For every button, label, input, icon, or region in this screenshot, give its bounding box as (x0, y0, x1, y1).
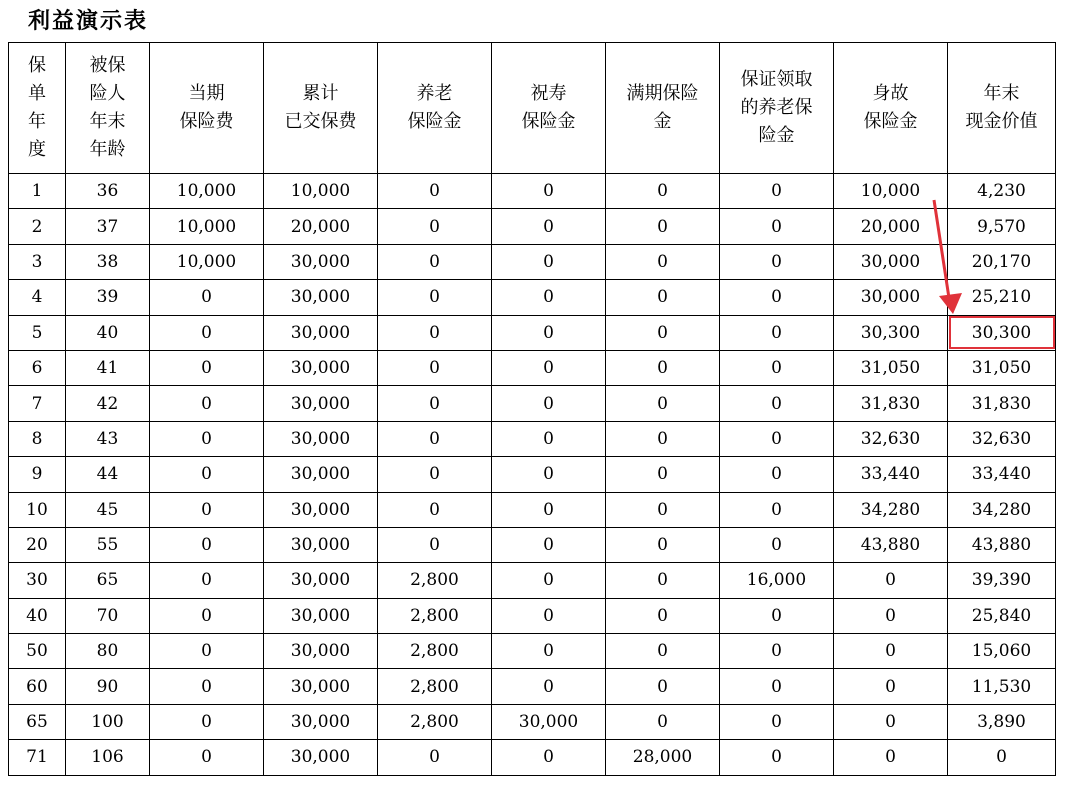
table-cell: 0 (606, 563, 720, 598)
table-cell: 37 (66, 209, 150, 244)
table-cell: 71 (9, 740, 66, 775)
table-cell: 34,280 (948, 492, 1056, 527)
table-cell: 0 (720, 280, 834, 315)
table-cell: 0 (606, 457, 720, 492)
table-cell: 20 (9, 527, 66, 562)
table-cell: 20,000 (834, 209, 948, 244)
table-cell: 0 (150, 492, 264, 527)
table-cell: 60 (9, 669, 66, 704)
table-cell: 0 (606, 244, 720, 279)
table-cell: 10,000 (150, 209, 264, 244)
table-cell: 32,630 (834, 421, 948, 456)
table-cell: 0 (492, 634, 606, 669)
table-cell: 32,630 (948, 421, 1056, 456)
table-cell: 0 (492, 244, 606, 279)
table-cell: 10,000 (834, 174, 948, 209)
table-cell: 0 (720, 209, 834, 244)
table-cell: 30,000 (264, 386, 378, 421)
page-title: 利益演示表 (28, 9, 149, 34)
table-cell: 30,000 (264, 704, 378, 739)
table-cell: 28,000 (606, 740, 720, 775)
table-cell: 80 (66, 634, 150, 669)
table-cell: 0 (378, 457, 492, 492)
table-cell: 16,000 (720, 563, 834, 598)
table-row (9, 669, 1056, 704)
column-header: 被保 险人 年末 年龄 (66, 43, 150, 174)
table-cell: 0 (150, 280, 264, 315)
table-cell: 44 (66, 457, 150, 492)
table-cell: 31,830 (948, 386, 1056, 421)
table-cell: 8 (9, 421, 66, 456)
table-cell: 15,060 (948, 634, 1056, 669)
table-row (9, 563, 1056, 598)
table-cell: 0 (492, 527, 606, 562)
table-cell: 0 (834, 704, 948, 739)
table-cell: 10,000 (150, 244, 264, 279)
table-cell: 0 (492, 598, 606, 633)
table-cell: 31,050 (834, 350, 948, 385)
table-cell: 0 (378, 740, 492, 775)
column-header: 累计 已交保费 (264, 43, 378, 174)
table-cell: 0 (720, 315, 834, 350)
table-cell: 0 (834, 563, 948, 598)
table-row (9, 174, 1056, 209)
table-cell: 25,210 (948, 280, 1056, 315)
table-cell: 30,300 (834, 315, 948, 350)
table-cell: 33,440 (834, 457, 948, 492)
table-cell: 0 (378, 492, 492, 527)
table-cell: 0 (492, 669, 606, 704)
table-cell: 31,830 (834, 386, 948, 421)
table-cell: 4,230 (948, 174, 1056, 209)
table-cell: 0 (834, 598, 948, 633)
table-row (9, 634, 1056, 669)
table-cell: 30,000 (264, 740, 378, 775)
table-cell: 0 (378, 527, 492, 562)
table-cell: 0 (720, 527, 834, 562)
table-cell: 2,800 (378, 634, 492, 669)
column-header: 当期 保险费 (150, 43, 264, 174)
table-row (9, 457, 1056, 492)
table-cell: 4 (9, 280, 66, 315)
table-row (9, 527, 1056, 562)
table-cell: 0 (606, 209, 720, 244)
table-cell: 0 (606, 704, 720, 739)
table-row (9, 598, 1056, 633)
table-cell: 0 (606, 527, 720, 562)
table-cell: 0 (150, 527, 264, 562)
table-cell: 2,800 (378, 563, 492, 598)
table-cell: 0 (378, 386, 492, 421)
table-cell: 0 (492, 209, 606, 244)
table-cell: 0 (720, 740, 834, 775)
table-cell: 0 (492, 492, 606, 527)
table-cell: 0 (378, 209, 492, 244)
column-header: 满期保险 金 (606, 43, 720, 174)
table-cell: 55 (66, 527, 150, 562)
table-cell: 0 (606, 315, 720, 350)
table-cell: 41 (66, 350, 150, 385)
table-cell: 0 (378, 174, 492, 209)
table-cell: 0 (150, 740, 264, 775)
table-cell: 0 (150, 704, 264, 739)
table-cell: 1 (9, 174, 66, 209)
table-cell: 0 (606, 350, 720, 385)
table-cell: 65 (66, 563, 150, 598)
table-cell: 43 (66, 421, 150, 456)
table-cell: 2,800 (378, 669, 492, 704)
table-cell: 0 (492, 174, 606, 209)
table-cell: 30,000 (264, 421, 378, 456)
table-cell: 0 (378, 350, 492, 385)
table-cell: 10 (9, 492, 66, 527)
table-cell: 0 (150, 350, 264, 385)
table-row (9, 386, 1056, 421)
table-cell: 38 (66, 244, 150, 279)
table-cell: 30,000 (264, 598, 378, 633)
table-cell: 0 (378, 280, 492, 315)
table-cell: 42 (66, 386, 150, 421)
table-row (9, 740, 1056, 775)
table-cell: 0 (606, 280, 720, 315)
table-cell: 0 (720, 244, 834, 279)
table-cell: 0 (150, 386, 264, 421)
table-cell: 0 (378, 421, 492, 456)
table-row (9, 209, 1056, 244)
table-cell: 25,840 (948, 598, 1056, 633)
table-cell: 0 (834, 740, 948, 775)
table-cell: 90 (66, 669, 150, 704)
table-row (9, 421, 1056, 456)
table-cell: 30,000 (264, 350, 378, 385)
table-row (9, 244, 1056, 279)
table-cell: 30,000 (264, 669, 378, 704)
table-cell: 0 (606, 174, 720, 209)
table-cell: 65 (9, 704, 66, 739)
table-cell: 0 (606, 492, 720, 527)
table-cell: 30,000 (834, 244, 948, 279)
table-cell: 30,000 (264, 634, 378, 669)
table-cell: 0 (606, 634, 720, 669)
table-cell: 0 (492, 421, 606, 456)
table-cell: 0 (150, 598, 264, 633)
table-cell: 30,000 (264, 563, 378, 598)
table-cell: 6 (9, 350, 66, 385)
table-cell: 0 (492, 740, 606, 775)
table-cell: 33,440 (948, 457, 1056, 492)
table-row (9, 704, 1056, 739)
table-cell: 30,000 (834, 280, 948, 315)
table-cell: 0 (492, 563, 606, 598)
table-cell: 10,000 (264, 174, 378, 209)
column-header: 身故 保险金 (834, 43, 948, 174)
table-cell: 0 (606, 386, 720, 421)
table-cell: 100 (66, 704, 150, 739)
table-cell: 0 (150, 669, 264, 704)
table-cell: 45 (66, 492, 150, 527)
table-cell: 0 (150, 315, 264, 350)
table-cell: 0 (720, 350, 834, 385)
table-cell: 43,880 (834, 527, 948, 562)
table-row (9, 315, 1056, 350)
table-cell: 30,000 (492, 704, 606, 739)
table-cell: 43,880 (948, 527, 1056, 562)
table-cell: 0 (606, 598, 720, 633)
table-cell: 0 (378, 315, 492, 350)
table-cell: 30,000 (264, 315, 378, 350)
table-row (9, 492, 1056, 527)
table-cell: 70 (66, 598, 150, 633)
table-cell: 0 (150, 563, 264, 598)
column-header: 保证领取 的养老保 险金 (720, 43, 834, 174)
table-cell: 0 (720, 492, 834, 527)
table-cell: 9,570 (948, 209, 1056, 244)
table-cell: 10,000 (150, 174, 264, 209)
benefit-table (8, 42, 1056, 776)
table-cell: 7 (9, 386, 66, 421)
table-cell: 0 (150, 421, 264, 456)
table-cell: 30,000 (264, 457, 378, 492)
table-cell: 0 (720, 634, 834, 669)
table-cell: 0 (720, 598, 834, 633)
table-cell: 2 (9, 209, 66, 244)
column-header: 年末 现金价值 (948, 43, 1056, 174)
table-cell: 0 (492, 386, 606, 421)
table-row (9, 280, 1056, 315)
table-cell: 0 (720, 704, 834, 739)
table-cell: 30 (9, 563, 66, 598)
table-header-row (9, 43, 1056, 174)
table-cell: 0 (720, 421, 834, 456)
table-cell: 2,800 (378, 704, 492, 739)
column-header: 养老 保险金 (378, 43, 492, 174)
table-cell: 0 (492, 315, 606, 350)
table-cell: 39 (66, 280, 150, 315)
table-cell: 0 (492, 457, 606, 492)
table-cell: 31,050 (948, 350, 1056, 385)
table-cell: 40 (66, 315, 150, 350)
table-cell: 0 (378, 244, 492, 279)
table-cell: 106 (66, 740, 150, 775)
table-cell: 39,390 (948, 563, 1056, 598)
table-cell: 30,000 (264, 280, 378, 315)
table-cell: 0 (948, 740, 1056, 775)
table-cell: 11,530 (948, 669, 1056, 704)
table-cell: 0 (150, 634, 264, 669)
table-cell: 3,890 (948, 704, 1056, 739)
table-cell: 0 (720, 457, 834, 492)
table-cell: 0 (720, 386, 834, 421)
table-cell: 5 (9, 315, 66, 350)
highlighted-cell: 30,300 (948, 315, 1056, 350)
table-cell: 20,170 (948, 244, 1056, 279)
table-cell: 50 (9, 634, 66, 669)
table-cell: 36 (66, 174, 150, 209)
table-cell: 40 (9, 598, 66, 633)
table-cell: 0 (492, 280, 606, 315)
column-header: 祝寿 保险金 (492, 43, 606, 174)
table-cell: 0 (834, 669, 948, 704)
table-cell: 3 (9, 244, 66, 279)
column-header: 保 单 年 度 (9, 43, 66, 174)
table-cell: 2,800 (378, 598, 492, 633)
table-cell: 0 (720, 174, 834, 209)
table-cell: 9 (9, 457, 66, 492)
table-cell: 30,000 (264, 492, 378, 527)
table-cell: 34,280 (834, 492, 948, 527)
table-cell: 0 (606, 669, 720, 704)
table-cell: 20,000 (264, 209, 378, 244)
table-cell: 0 (150, 457, 264, 492)
table-row (9, 350, 1056, 385)
table-cell: 30,000 (264, 244, 378, 279)
table-cell: 30,000 (264, 527, 378, 562)
table-cell: 0 (834, 634, 948, 669)
table-cell: 0 (492, 350, 606, 385)
table-cell: 0 (720, 669, 834, 704)
table-cell: 0 (606, 421, 720, 456)
